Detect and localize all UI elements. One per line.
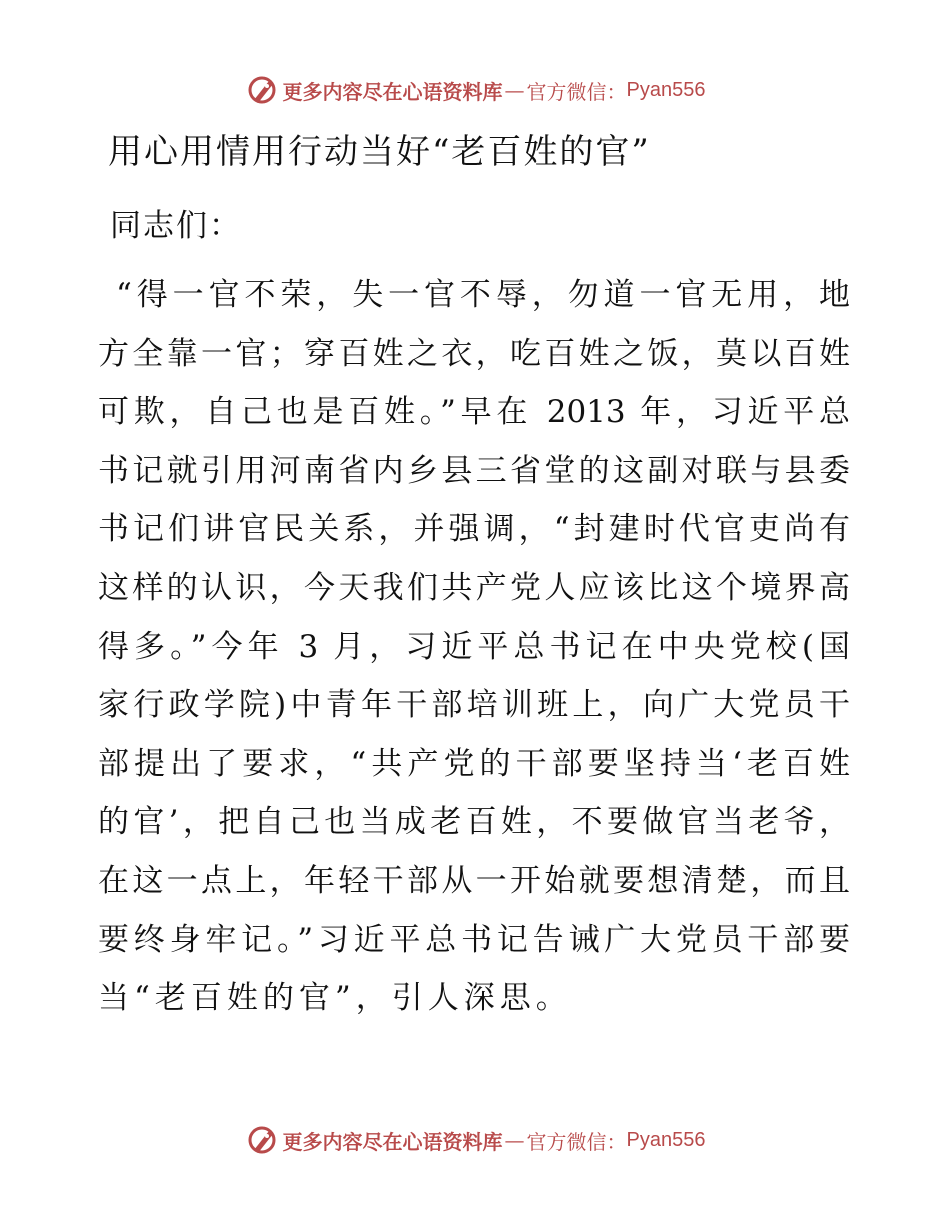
watermark-separator: — xyxy=(504,78,525,102)
watermark-wechat-id: Pyan556 xyxy=(626,1128,706,1151)
paragraph-line: 这样的认识，今天我们共产党人应该比这个境界高 xyxy=(98,569,850,606)
watermark-label: 官方微信： xyxy=(526,1129,627,1154)
pen-nib-circle-icon xyxy=(245,73,279,107)
footer-watermark xyxy=(0,1120,950,1160)
watermark-label: 官方微信： xyxy=(526,79,627,104)
paragraph-line: 要终身牢记。”习近平总书记告诫广大党员干部要 xyxy=(98,921,850,958)
paragraph-line: 得多。”今年 3 月，习近平总书记在中央党校(国 xyxy=(98,628,850,665)
paragraph-line: 可欺，自己也是百姓。”早在 2013 年，习近平总 xyxy=(98,394,850,431)
paragraph-line: 部提出了要求，“共产党的干部要坚持当‘老百姓 xyxy=(98,745,850,782)
paragraph-line: 书记们讲官民关系，并强调，“封建时代官吏尚有 xyxy=(98,511,850,548)
salutation: 同志们： xyxy=(110,208,242,244)
paragraph-line: 书记就引用河南省内乡县三省堂的这副对联与县委 xyxy=(98,452,850,489)
paragraph-line: “得一官不荣，失一官不辱，勿道一官无用，地 xyxy=(116,277,850,313)
paragraph-line: 方全靠一官；穿百姓之衣，吃百姓之饭，莫以百姓 xyxy=(98,335,850,372)
header-watermark xyxy=(0,70,950,110)
paragraph-line: 当“老百姓的官”，引人深思。 xyxy=(98,980,572,1017)
watermark-title: 更多内容尽在心语资料库 xyxy=(282,79,503,104)
paragraph-line: 的官’，把自己也当成老百姓，不要做官当老爷， xyxy=(98,804,850,841)
pen-nib-circle-icon xyxy=(245,1123,279,1157)
paragraph-line: 在这一点上，年轻干部从一开始就要想清楚，而且 xyxy=(98,862,850,899)
document-title: 用心用情用行动当好“老百姓的官” xyxy=(108,132,651,172)
watermark-title: 更多内容尽在心语资料库 xyxy=(282,1129,503,1154)
watermark-separator: — xyxy=(504,1128,525,1152)
body-paragraph xyxy=(98,266,850,1028)
watermark-wechat-id: Pyan556 xyxy=(626,78,706,101)
paragraph-line: 家行政学院)中青年干部培训班上，向广大党员干 xyxy=(98,687,850,724)
